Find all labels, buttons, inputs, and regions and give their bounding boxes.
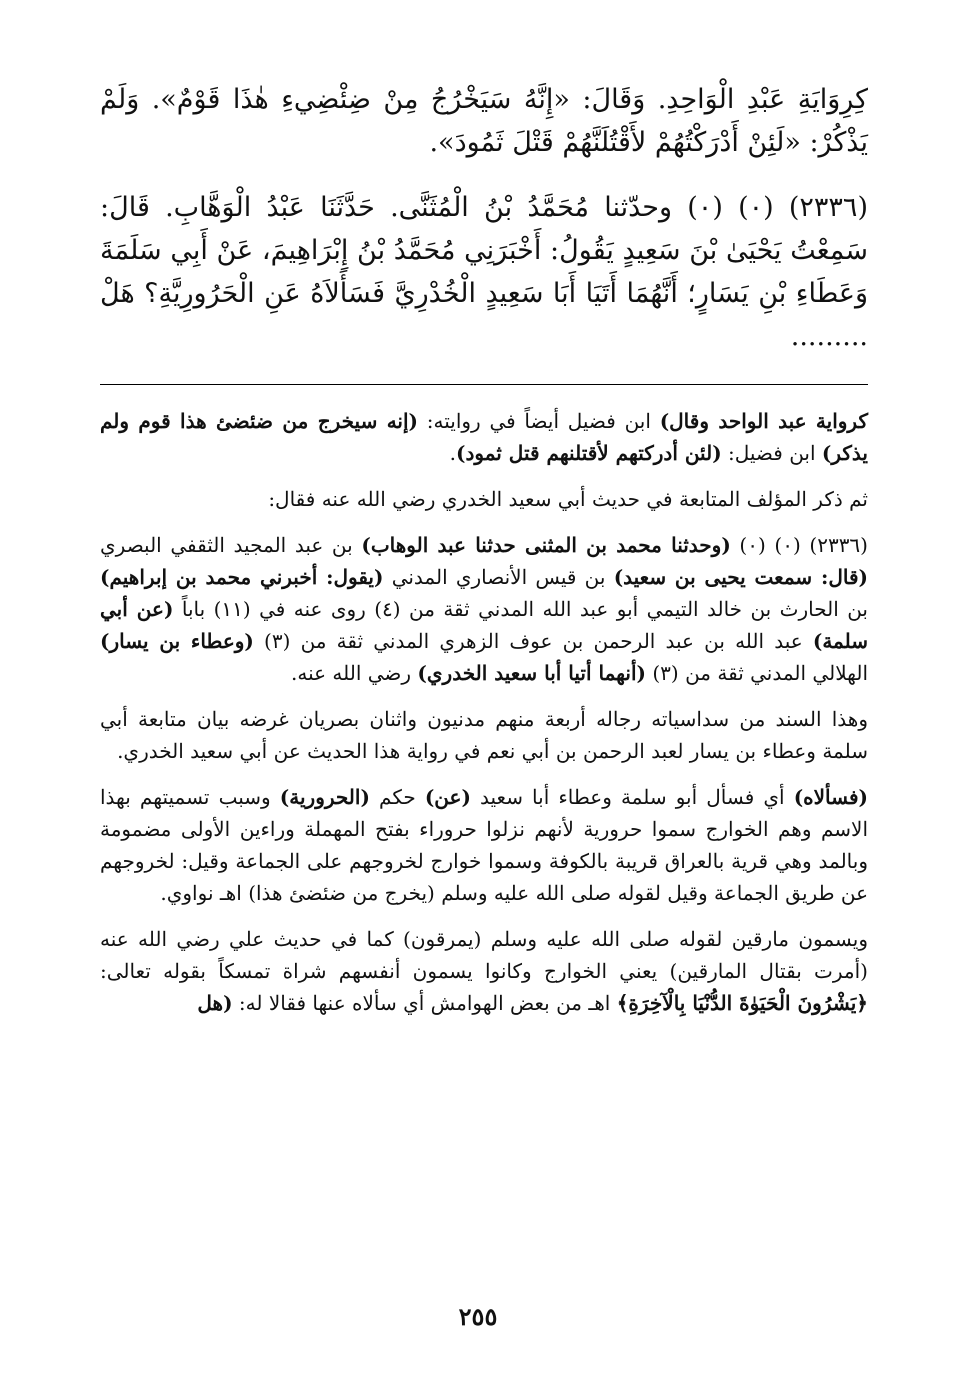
commentary-text: بن الحارث بن خالد التيمي أبو عبد الله المدني ثقة من (٤) روى عنه في (١١) باباً (173, 597, 868, 621)
commentary-paragraph-1 (100, 405, 868, 469)
commentary-bold: (الحرورية) (279, 785, 370, 809)
commentary-bold: كرواية عبد الواحد وقال) (659, 409, 868, 433)
commentary-bold: (قال: سمعت يحيى بن سعيد) (613, 565, 868, 589)
commentary-bold: (هل (197, 991, 233, 1015)
commentary-paragraph-3 (100, 529, 868, 689)
commentary-text: ابن فضيل: (721, 441, 822, 465)
commentary-bold: (لئن أدركتهم لأقتلنهم قتل ثمود) (456, 441, 722, 465)
commentary-bold: (وعطاء بن يسار) (100, 629, 254, 653)
page-number: ٢٥٥ (458, 1302, 498, 1331)
commentary-paragraph-4: وهذا السند من سداسياته رجاله أربعة منهم مدنيون واثنان بصريان غرضه بيان متابعة أبي سلمة وعطاء بن يسار لعبد الرحمن بن أبي نعم في رواية هذا الحديث عن أبي سعيد الخدري. (100, 707, 868, 763)
commentary-text: حكم (369, 785, 425, 809)
footnote-divider (100, 384, 868, 385)
commentary-text: أي فسأل أبو سلمة وعطاء أبا سعيد (470, 785, 794, 809)
commentary-paragraph-5 (100, 781, 868, 909)
commentary-text: بن عبد المجيد الثقفي البصري (100, 533, 362, 557)
commentary-bold: (فسألاه) (793, 785, 868, 809)
commentary-paragraph-2: ثم ذكر المؤلف المتابعة في حديث أبي سعيد الخدري رضي الله عنه فقال: (268, 487, 868, 511)
hadith-2336: (٢٣٣٦) (٠) (٠) وحدّثنا مُحَمَّدُ بْنُ الْمُثَنَّى. حَدَّثَنَا عَبْدُ الْوَهَّابِ. قَالَ: سَمِعْتُ يَحْيَىٰ بْنَ سَعِيدٍ يَقُولُ: أَخْبَرَنِي مُحَمَّدُ بْنُ إِبْرَاهِيمَ، عَنْ أَبِي سَلَمَةَ وَعَطَاءِ بْنِ يَسَارٍ؛ أَنَّهُمَا أَتَيَا أَبَا سَعِيدٍ الْخُدْرِيَّ فَسَأَلاَهُ عَنِ الْحَرُورِيَّةِ؟ هَلْ ......... (100, 192, 869, 352)
commentary-bold: (عن أبي سلمة) (100, 597, 868, 653)
commentary-text: ابن فضيل أيضاً في روايته: (418, 409, 660, 433)
commentary-bold: (عن) (424, 785, 471, 809)
commentary-bold: (وحدثنا محمد بن المثنى حدثنا عبد الوهاب) (361, 533, 731, 557)
commentary-text: (٢٣٣٦) (٠) (٠) (730, 533, 868, 557)
commentary-bold: (أنهما أتيا أبا سعيد الخدري) (417, 661, 646, 685)
hadith-text-continuation: كِرِوَايَةِ عَبْدِ الْوَاحِدِ. وَقَالَ: «إِنَّهُ سَيَخْرُجُ مِنْ ضِئْضِيءِ هٰذَا قَوْمٌ». وَلَمْ يَذْكُرْ: «لَئِنْ أَدْرَكْتُهُمْ لأَقْتُلَنَّهُمْ قَتْلَ ثَمُودَ». (100, 84, 868, 158)
quran-verse: ﴿يَشْرُونَ الْحَيَوٰةَ الدُّنْيَا بِالْآخِرَةِ﴾ (616, 991, 868, 1015)
commentary-text: ويسمون مارقين لقوله صلى الله عليه وسلم (يمرقون) كما في حديث علي رضي الله عنه (أمرت بقتال المارقين) يعني الخوارج وكانوا يسمون أنفسهم شراة تمسكاً بقوله تعالى: (100, 927, 868, 983)
commentary-text: رضي الله عنه. (290, 661, 418, 685)
page-content (100, 78, 868, 1019)
commentary-text: وسبب تسميتهم بهذا الاسم وهم الخوارج سموا حرورية لأنهم نزلوا حروراء بفتح المهملة وراءين الأولى مضمومة وبالمد وهي قرية بالعراق قريبة بالكوفة وسموا خوارج لخروجهم على الجماعة وقيل: لخروجهم عن طريق الجماعة وقيل لقوله صلى الله عليه وسلم (يخرج من ضئضئ هذا) اهـ نواوي. (100, 785, 868, 905)
commentary-text: بن قيس الأنصاري المدني (383, 565, 614, 589)
commentary-text: عبد الله بن عبد الرحمن بن عوف الزهري المدني ثقة من (٣) (253, 629, 813, 653)
commentary-paragraph-6 (100, 923, 868, 1019)
commentary-text: اهـ من بعض الهوامش أي سألاه عنها فقالا له: (232, 991, 617, 1015)
commentary-text: الهلالي المدني ثقة من (٣) (645, 661, 868, 685)
commentary-text: . (449, 441, 457, 465)
commentary-bold: (إنه سيخرج من ضئضئ هذا قوم ولم يذكر) (100, 409, 868, 465)
commentary-bold: (يقول: أخبرني محمد بن إبراهيم) (100, 565, 384, 589)
